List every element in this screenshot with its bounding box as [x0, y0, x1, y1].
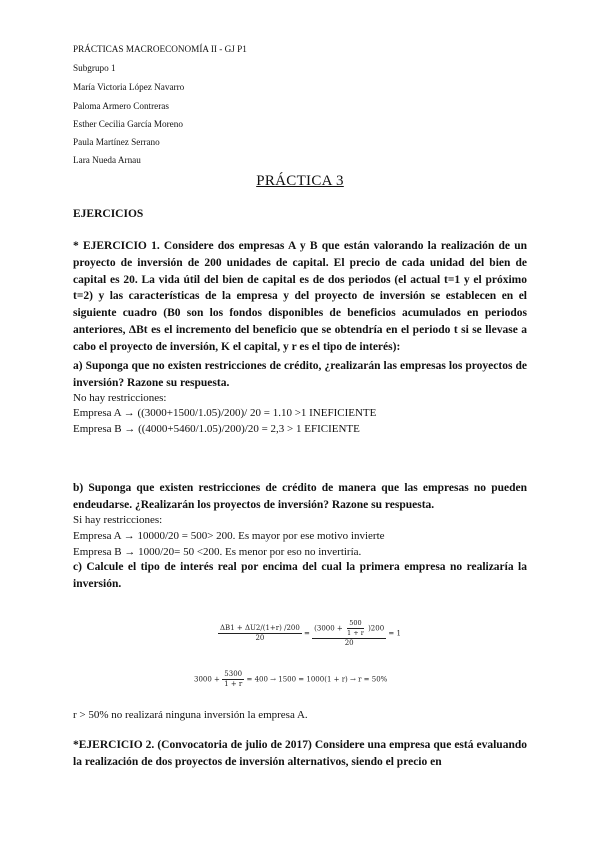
author-name: María Victoria López Navarro [73, 82, 185, 92]
formula-1-right-num-a: (3000 + [314, 624, 343, 633]
answer-b-line: Empresa B → 1000/20= 50 <200. Es menor por eso no invertiría. [73, 546, 362, 558]
author-name: Paloma Armero Contreras [73, 101, 169, 111]
author-name: Esther Cecilia García Moreno [73, 119, 183, 129]
conclusion-line: r > 50% no realizará ninguna inversión la empresa A. [73, 709, 308, 721]
formula-2-numerator: 5300 [224, 670, 243, 678]
exercise1-question-c: c) Calcule el tipo de interés real por encima del cual la primera empresa no realizaría la inversión. [73, 561, 527, 590]
formula-2-rest: = 400 → 1500 = 1000(1 + r) → r = 50% [246, 675, 388, 684]
answer-b-line: Si hay restricciones: [73, 514, 163, 526]
exercise2-statement: *EJERCICIO 2. (Convocatoria de julio de 2017) Considere una empresa que está evaluando la realización de dos proyectos de inversión alternativos, siendo el precio en [73, 739, 527, 768]
formula-1: $\frac{\Delta B1 + \Delta U2/(1+r) /200}{20}$ = (3000 + $\frac{500}{1 + r}$ )200 20 = 1 [220, 619, 401, 647]
author-name: Lara Nueda Arnau [73, 155, 141, 165]
answer-a-line: Empresa A → ((3000+1500/1.05)/200)/ 20 = 1.10 >1 INEFICIENTE [73, 407, 377, 419]
answer-a-line: Empresa B → ((4000+5460/1.05)/200)/20 = 2,3 > 1 EFICIENTE [73, 423, 360, 435]
formula-1-inner-numerator: 500 [349, 619, 362, 627]
formula-1-left-numerator: ΔB1 + ΔU2/(1+r) /200 [220, 624, 300, 632]
formula-1-right-num-b: )200 [368, 624, 385, 633]
answer-b-line: Empresa A → 10000/20 = 500> 200. Es mayor por ese motivo invierte [73, 530, 385, 542]
formula-2-denominator: 1 + r [224, 680, 243, 688]
subgroup-label: Subgrupo 1 [73, 63, 116, 73]
answer-a-line: No hay restricciones: [73, 392, 167, 404]
formula-2 [194, 670, 387, 689]
formula-2-lead: 3000 + [194, 675, 220, 684]
author-name: Paula Martínez Serrano [73, 137, 160, 147]
formula-1-result: = 1 [388, 629, 401, 638]
formula-1-right-denominator: 20 [344, 639, 354, 647]
formula-1-inner-denominator: 1 + r [347, 629, 364, 637]
section-heading: EJERCICIOS [73, 208, 144, 220]
formula-1-left-denominator: 20 [255, 634, 265, 642]
exercise1-statement: * EJERCICIO 1. Considere dos empresas A y B que están valorando la realización de un proyecto de inversión de 200 unidades de capital. El precio de cada unidad del bien de capital es 20. La vida útil del bien de capital es de dos periodos (el actual t=1 y el próximo t=2) y las características de la empresa y del proyecto de inversión se establecen en el siguiente cuadro (B0 son los fondos disponibles de beneficios acumulados en periodos anteriores, ΔBt es el incremento del beneficio que se obtendría en el periodo t si se llevase a cabo el proyecto de inversión, K el capital, y r es el tipo de interés): [73, 240, 527, 353]
course-header: PRÁCTICAS MACROECONOMÍA II - GJ P1 [73, 44, 247, 54]
page-title: PRÁCTICA 3 [256, 173, 344, 189]
exercise1-question-a: a) Suponga que no existen restricciones de crédito, ¿realizarán las empresas los proyectos de inversión? Razone su respuesta. [73, 360, 527, 389]
exercise1-question-b: b) Suponga que existen restricciones de crédito de manera que las empresas no pueden endeudarse. ¿Realizarán los proyectos de inversión? Razone su respuesta. [73, 482, 527, 511]
